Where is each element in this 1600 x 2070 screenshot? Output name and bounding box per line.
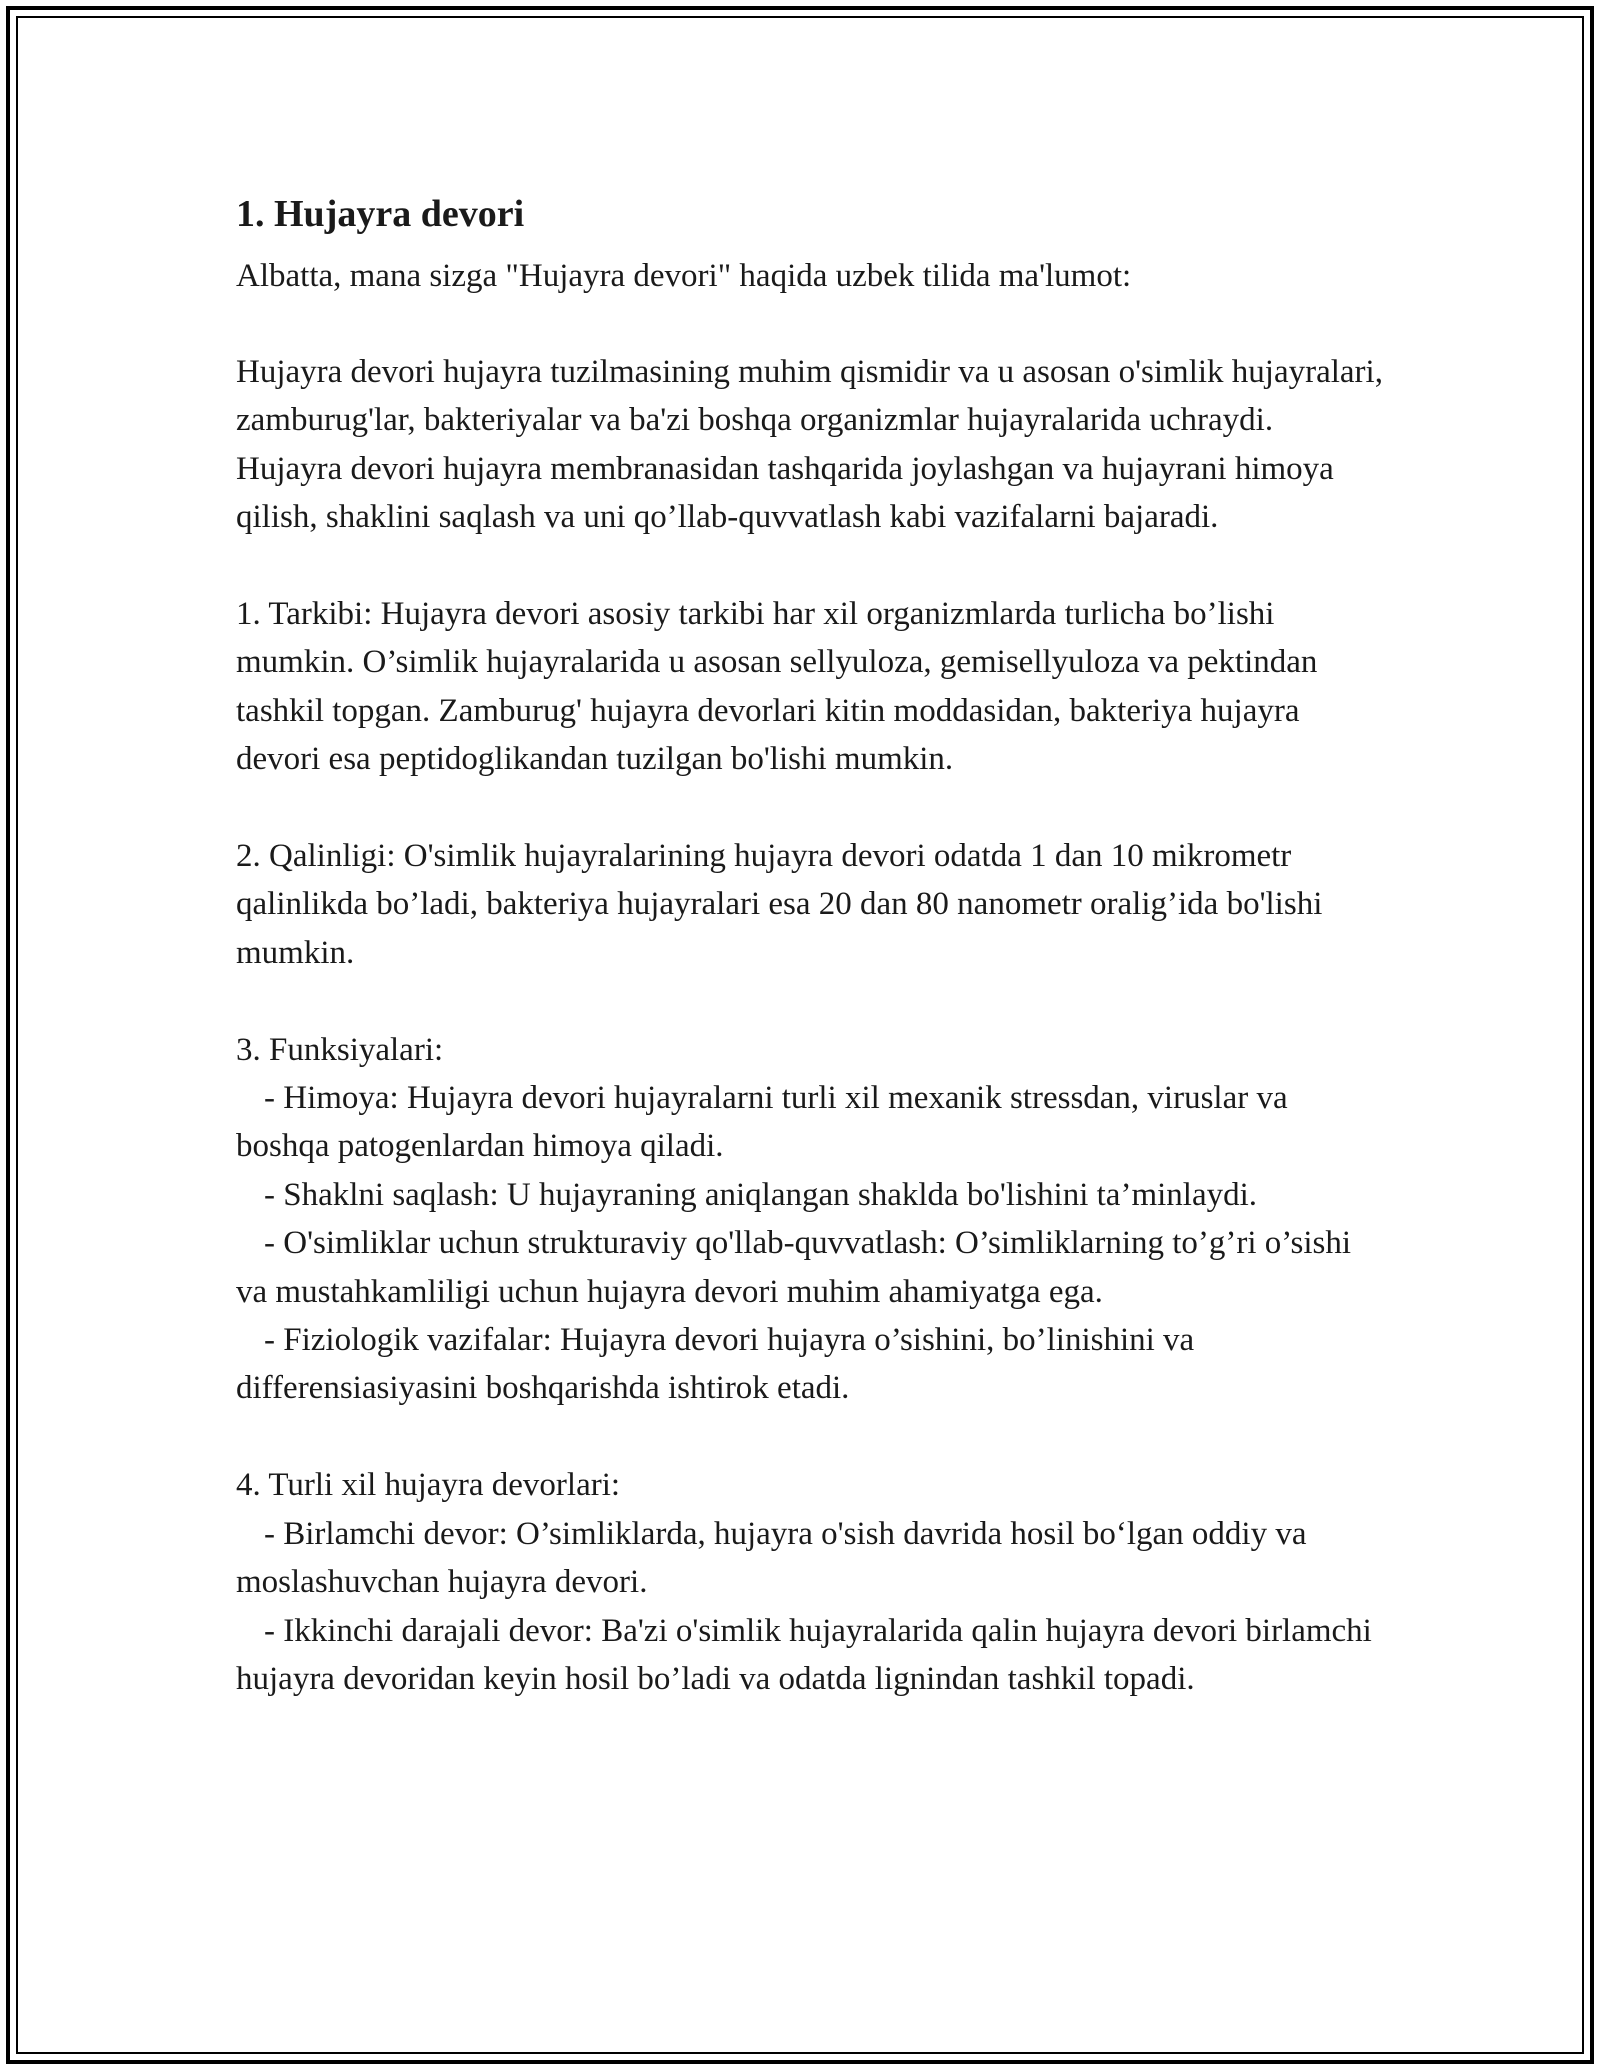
list-item xyxy=(236,1171,1386,1219)
list-item xyxy=(236,1219,1386,1316)
list-item xyxy=(236,1510,1386,1607)
overview-paragraph: Hujayra devori hujayra tuzilmasining muhim qismidir va u asosan o'simlik hujayralari, zamburug'lar, bakteriyalar va ba'zi boshqa organizmlar hujayralarida uchraydi. Hujayra devori hujayra membranasidan tashqarida joylashgan va hujayrani himoya qilish, shaklini saqlash va uni qo’llab-quvvatlash kabi vazifalarni bajaradi. xyxy=(236,354,1383,536)
list-item xyxy=(236,1607,1386,1704)
document-body xyxy=(236,184,1386,1752)
section-wall-types xyxy=(236,1461,1386,1703)
section-thickness: 2. Qalinligi: O'simlik hujayralarining hujayra devori odatda 1 dan 10 mikrometr qalinlikda bo’ladi, bakteriya hujayralari esa 20 dan 80 nanometr oralig’ida bo'lishi mumkin. xyxy=(236,838,1323,971)
section-composition: 1. Tarkibi: Hujayra devori asosiy tarkibi har xil organizmlarda turlicha bo’lishi mumkin. O’simlik hujayralarida u asosan sellyuloza, gemisellyuloza va pektindan tashkil topgan. Zamburug' hujayra devorlari kitin moddasidan, bakteriya hujayra devori esa peptidoglikandan tuzilgan bo'lishi mumkin. xyxy=(236,596,1318,778)
list-item-text: - Shaklni saqlash: U hujayraning aniqlangan shaklda bo'lishini ta’minlaydi. xyxy=(264,1176,1258,1213)
list-item-text: - O'simliklar uchun strukturaviy qo'llab-quvvatlash: O’simliklarning to’g’ri o’sishi va mustahkamliligi uchun hujayra devori muhim ahamiyatga ega. xyxy=(236,1225,1352,1310)
list-item-text: - Fiziologik vazifalar: Hujayra devori hujayra o’sishini, bo’linishini va differensiasiyasini boshqarishda ishtirok etadi. xyxy=(236,1322,1195,1407)
list-item xyxy=(236,1316,1386,1413)
list-item xyxy=(236,1074,1386,1171)
list-item-text: - Ikkinchi darajali devor: Ba'zi o'simlik hujayralarida qalin hujayra devori birlamchi hujayra devoridan keyin hosil bo’ladi va odatda lignindan tashkil topadi. xyxy=(236,1612,1372,1697)
section-functions xyxy=(236,1026,1386,1413)
intro-text: Albatta, mana sizga "Hujayra devori" haqida uzbek tilida ma'lumot: xyxy=(236,258,1132,294)
list-item-text: - Himoya: Hujayra devori hujayralarni turli xil mexanik stressdan, viruslar va boshqa patogenlardan himoya qiladi. xyxy=(236,1080,1288,1165)
section-functions-title: 3. Funksiyalari: xyxy=(236,1031,444,1068)
document-heading: 1. Hujayra devori xyxy=(236,193,525,235)
list-item-text: - Birlamchi devor: O’simliklarda, hujayra o'sish davrida hosil bo‘lgan oddiy va moslashuvchan hujayra devori. xyxy=(236,1515,1307,1601)
section-wall-types-title: 4. Turli xil hujayra devorlari: xyxy=(236,1467,621,1504)
